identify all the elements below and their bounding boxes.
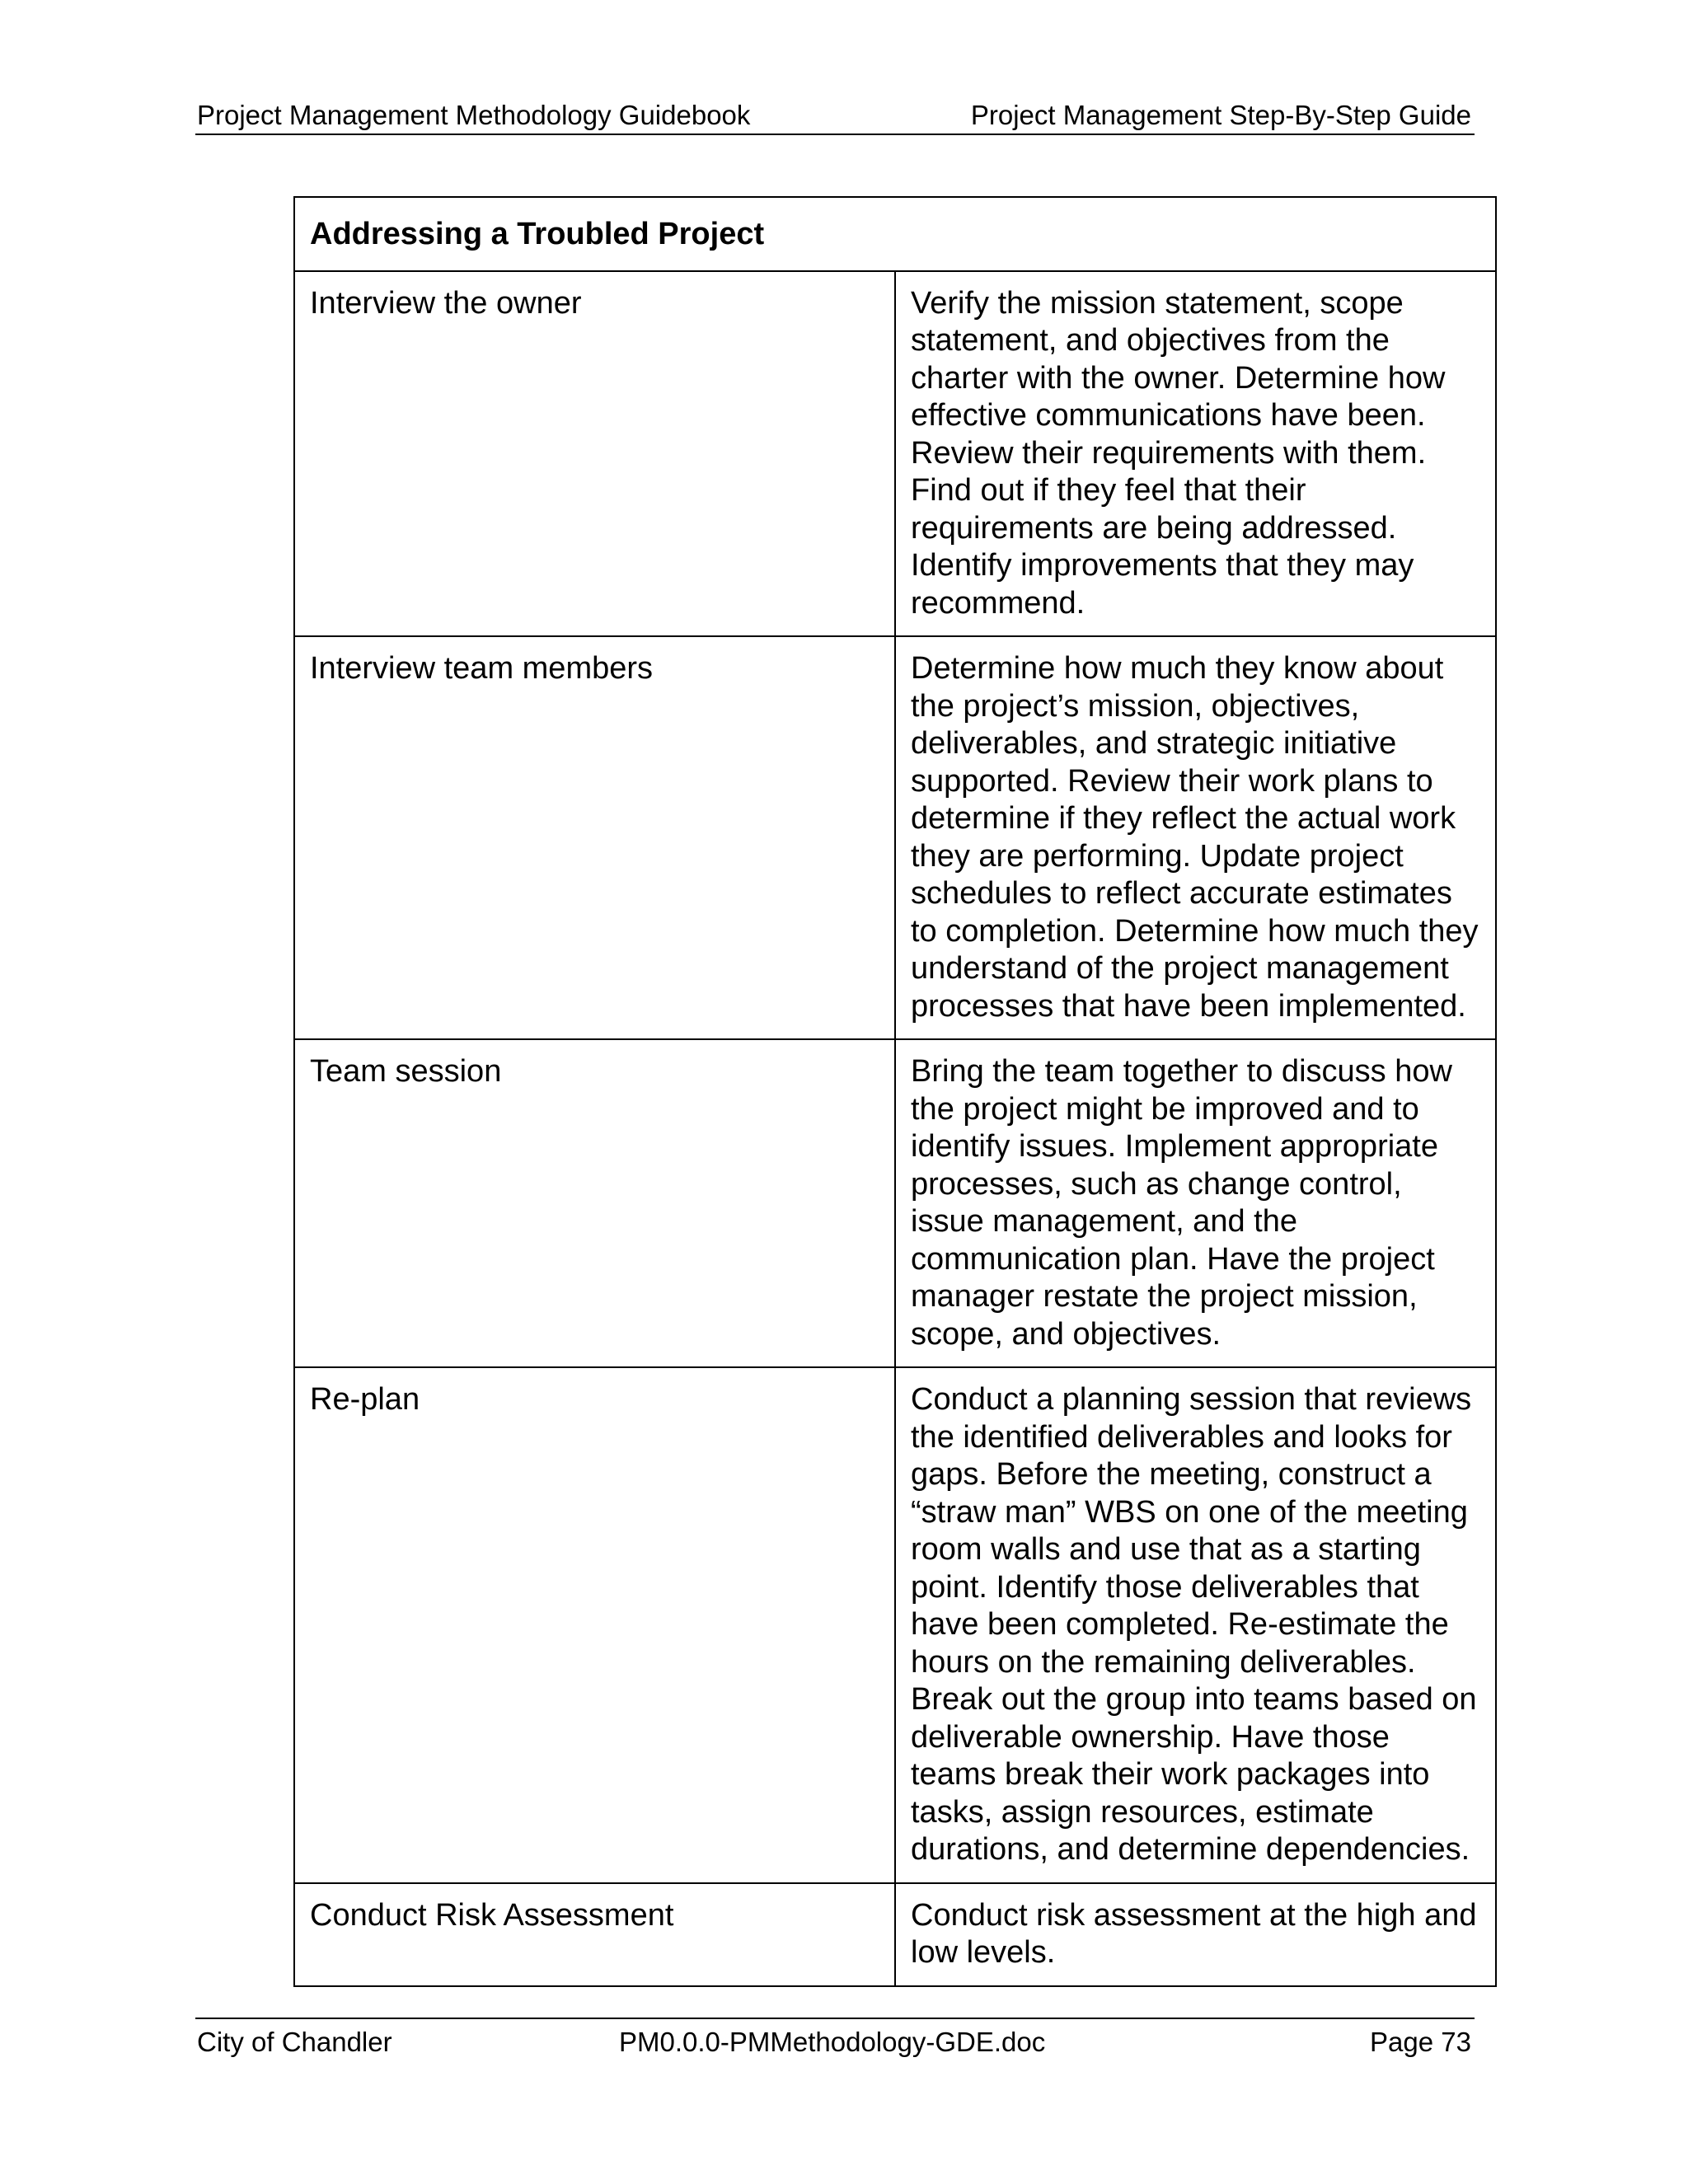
step-cell: Conduct Risk Assessment bbox=[294, 1883, 895, 1986]
table-row bbox=[294, 1039, 1496, 1367]
footer-organization: City of Chandler bbox=[197, 2027, 392, 2057]
table-row bbox=[294, 636, 1496, 1039]
troubled-project-table bbox=[293, 196, 1497, 1987]
footer-page-number: Page 73 bbox=[1370, 2027, 1471, 2057]
description-cell: Conduct a planning session that reviews the identified deliverables and looks for gaps. Before the meeting, construct a “straw man” WBS on one of the meeting room walls and use that as a starting point. Identify those deliverables that have been completed. Re-estimate the hours on the remaining deliverables. Break out the group into teams based on deliverable ownership. Have those teams break their work packages into tasks, assign resources, estimate durations, and determine dependencies. bbox=[895, 1367, 1496, 1883]
table-title-row bbox=[294, 197, 1496, 271]
table-row bbox=[294, 1367, 1496, 1883]
description-cell: Determine how much they know about the project’s mission, objectives, deliverables, and strategic initiative supported. Review their work plans to determine if they reflect the actual work they are performing. Update project schedules to reflect accurate estimates to completion. Determine how much they understand of the project management processes that have been implemented. bbox=[895, 636, 1496, 1039]
step-cell: Team session bbox=[294, 1039, 895, 1367]
step-cell: Interview team members bbox=[294, 636, 895, 1039]
page-header bbox=[195, 97, 1475, 135]
page-footer bbox=[195, 2018, 1475, 2060]
table-title: Addressing a Troubled Project bbox=[294, 197, 1496, 271]
description-cell: Conduct risk assessment at the high and low levels. bbox=[895, 1883, 1496, 1986]
description-cell: Bring the team together to discuss how the project might be improved and to identify issues. Implement appropriate processes, such as change control, issue management, and the communication plan. Have the project manager restate the project mission, scope, and objectives. bbox=[895, 1039, 1496, 1367]
table-row bbox=[294, 271, 1496, 637]
header-document-title: Project Management Methodology Guidebook bbox=[197, 100, 751, 130]
footer-filename: PM0.0.0-PMMethodology-GDE.doc bbox=[619, 2027, 1046, 2057]
header-section-title: Project Management Step-By-Step Guide bbox=[970, 100, 1471, 130]
table-row bbox=[294, 1883, 1496, 1986]
step-cell: Re-plan bbox=[294, 1367, 895, 1883]
description-cell: Verify the mission statement, scope statement, and objectives from the charter with the owner. Determine how effective communications have been. Review their requirements with them. Find out if they feel that their requirements are being addressed. Identify improvements that they may recommend. bbox=[895, 271, 1496, 637]
step-cell: Interview the owner bbox=[294, 271, 895, 637]
